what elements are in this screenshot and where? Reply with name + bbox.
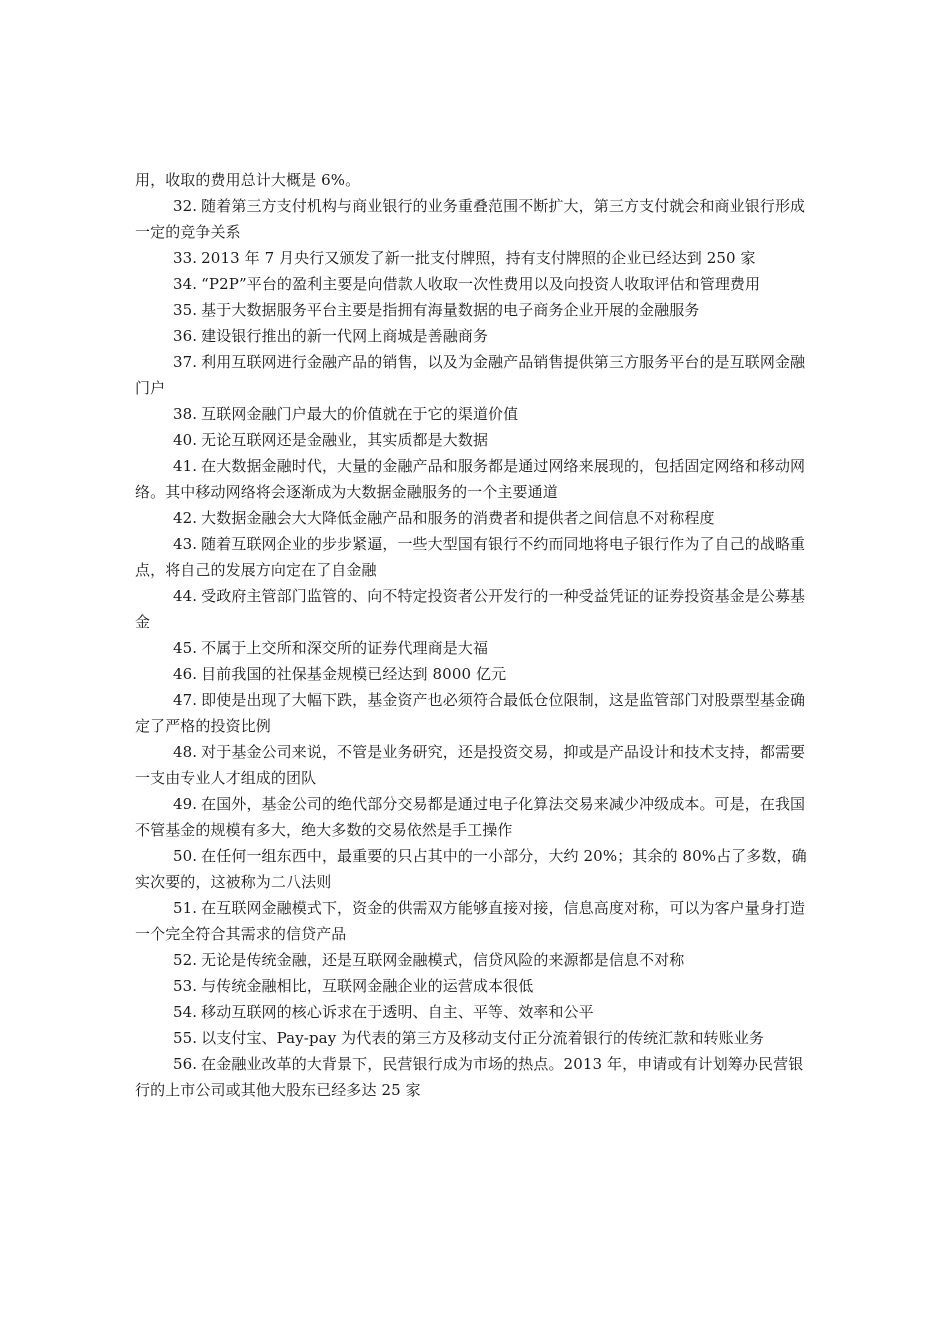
- list-item-44: 44. 受政府主管部门监管的、向不特定投资者公开发行的一种受益凭证的证券投资基金是公募基金: [135, 587, 806, 631]
- list-item-51: 51. 在互联网金融模式下，资金的供需双方能够直接对接，信息高度对称，可以为客户量身打造一个完全符合其需求的信贷产品: [135, 899, 806, 943]
- list-item-49: 49. 在国外，基金公司的绝代部分交易都是通过电子化算法交易来减少冲级成本。可是，在我国不管基金的规模有多大，绝大多数的交易依然是手工操作: [135, 795, 806, 839]
- list-item-33: 33. 2013 年 7 月央行又颁发了新一批支付牌照，持有支付牌照的企业已经达到 250 家: [173, 249, 756, 267]
- list-item-38: 38. 互联网金融门户最大的价值就在于它的渠道价值: [173, 405, 519, 423]
- list-item-53: 53. 与传统金融相比，互联网金融企业的运营成本很低: [173, 977, 534, 995]
- list-item-47: 47. 即使是出现了大幅下跌，基金资产也必须符合最低仓位限制，这是监管部门对股票型基金确定了严格的投资比例: [135, 691, 806, 735]
- list-item-46: 46. 目前我国的社保基金规模已经达到 8000 亿元: [173, 665, 507, 683]
- list-item-43: 43. 随着互联网企业的步步紧逼，一些大型国有银行不约而同地将电子银行作为了自己的战略重点，将自己的发展方向定在了自金融: [135, 535, 806, 579]
- list-item-45: 45. 不属于上交所和深交所的证券代理商是大福: [173, 639, 489, 657]
- list-item-40: 40. 无论互联网还是金融业，其实质都是大数据: [173, 431, 489, 449]
- list-item-48: 48. 对于基金公司来说，不管是业务研究，还是投资交易，抑或是产品设计和技术支持，都需要一支由专业人才组成的团队: [135, 743, 806, 787]
- list-item-37: 37. 利用互联网进行金融产品的销售，以及为金融产品销售提供第三方服务平台的是互联网金融门户: [135, 353, 806, 397]
- list-item-54: 54. 移动互联网的核心诉求在于透明、自主、平等、效率和公平: [173, 1003, 594, 1021]
- document-body: [135, 167, 815, 1103]
- list-item-35: 35. 基于大数据服务平台主要是指拥有海量数据的电子商务企业开展的金融服务: [173, 301, 700, 319]
- list-item-50: 50. 在任何一组东西中，最重要的只占其中的一小部分，大约 20%；其余的 80%占了多数，确实次要的，这被称为二八法则: [135, 847, 807, 891]
- list-item-52: 52. 无论是传统金融，还是互联网金融模式，信贷风险的来源都是信息不对称: [173, 951, 685, 969]
- list-item-56: 56. 在金融业改革的大背景下，民营银行成为市场的热点。2013 年，申请或有计划筹办民营银行的上市公司或其他大股东已经多达 25 家: [135, 1055, 804, 1099]
- list-item-36: 36. 建设银行推出的新一代网上商城是善融商务: [173, 327, 489, 345]
- list-item-41: 41. 在大数据金融时代，大量的金融产品和服务都是通过网络来展现的，包括固定网络和移动网络。其中移动网络将会逐渐成为大数据金融服务的一个主要通道: [135, 457, 806, 501]
- list-item-32: 32. 随着第三方支付机构与商业银行的业务重叠范围不断扩大，第三方支付就会和商业银行形成一定的竞争关系: [135, 197, 806, 241]
- list-item-55: 55. 以支付宝、Pay-pay 为代表的第三方及移动支付正分流着银行的传统汇款和转账业务: [173, 1029, 764, 1047]
- list-item-42: 42. 大数据金融会大大降低金融产品和服务的消费者和提供者之间信息不对称程度: [173, 509, 715, 527]
- list-item-34: 34. “P2P”平台的盈利主要是向借款人收取一次性费用以及向投资人收取评估和管理费用: [173, 275, 761, 293]
- paragraph-continuation: 用，收取的费用总计大概是 6%。: [135, 171, 361, 189]
